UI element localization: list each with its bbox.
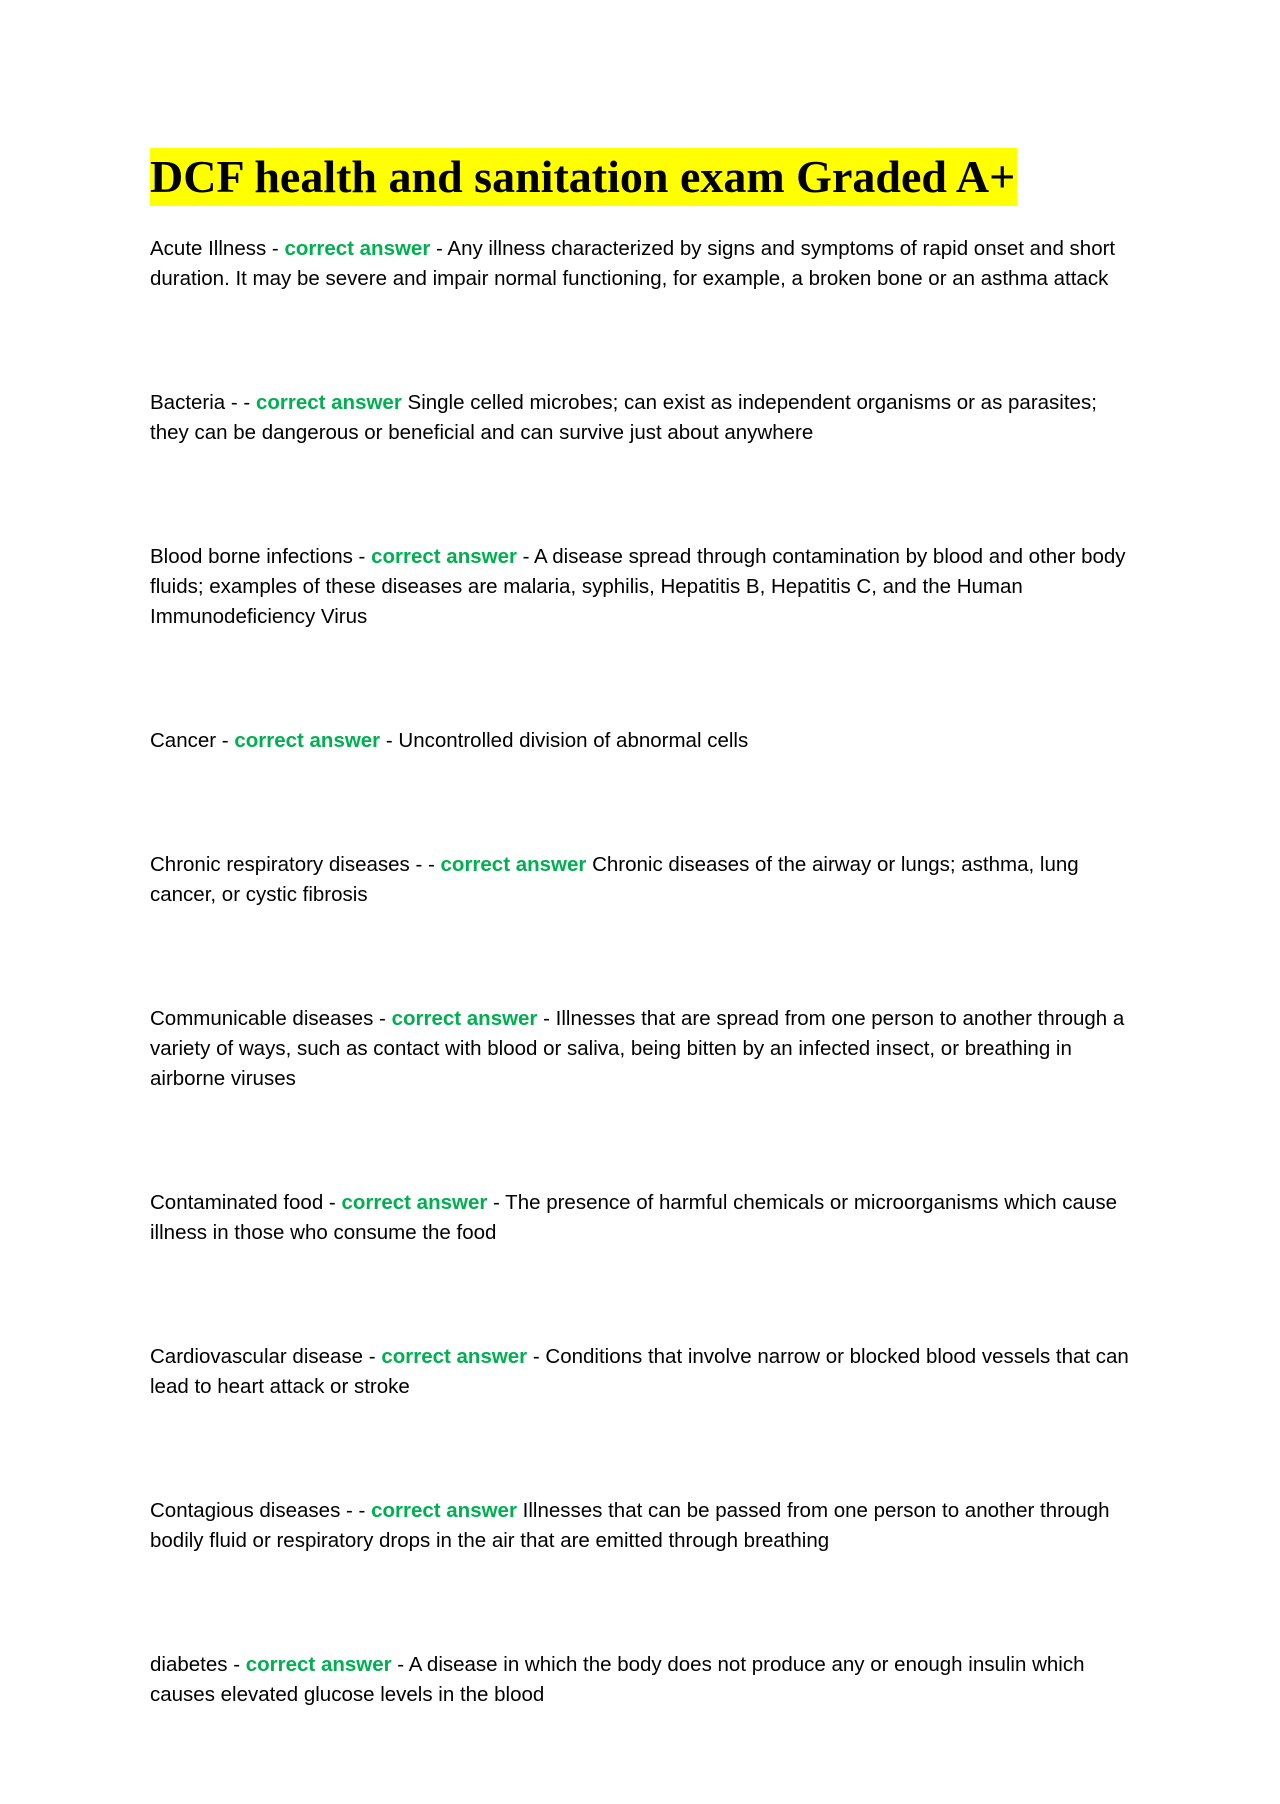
correct-answer-label: correct answer [371, 1499, 517, 1522]
list-item [150, 1004, 1135, 1094]
entry-term: Acute Illness - [150, 237, 279, 260]
entry-list [150, 234, 1135, 1710]
correct-answer-label: correct answer [371, 545, 517, 568]
list-item [150, 1650, 1135, 1710]
document-page [150, 148, 1135, 1804]
list-item [150, 1188, 1135, 1248]
entry-definition: - The presence of harmful chemicals or microorganisms which cause illness in those who consume the food [150, 1191, 1118, 1244]
correct-answer-label: correct answer [341, 1191, 488, 1214]
entry-definition: Chronic diseases of the airway or lungs; asthma, lung cancer, or cystic fibrosis [150, 853, 1079, 906]
entry-term: Bacteria - - [150, 391, 251, 414]
correct-answer-label: correct answer [284, 237, 431, 260]
list-item [150, 726, 1135, 756]
entry-term: Contaminated food - [150, 1191, 336, 1214]
entry-definition: Single celled microbes; can exist as independent organisms or as parasites; they can be dangerous or beneficial and can survive just about anywhere [150, 391, 1097, 444]
entry-definition: - A disease in which the body does not produce any or enough insulin which causes elevated glucose levels in the blood [150, 1653, 1085, 1706]
list-item [150, 1496, 1135, 1556]
entry-term: diabetes - [150, 1653, 241, 1676]
entry-definition: - A disease spread through contamination by blood and other body fluids; examples of these diseases are malaria, syphilis, Hepatitis B, Hepatitis C, and the Human Immunodeficiency Virus [150, 545, 1126, 628]
list-item [150, 542, 1135, 632]
correct-answer-label: correct answer [381, 1345, 528, 1368]
entry-term: Chronic respiratory diseases - - [150, 853, 435, 876]
list-item [150, 234, 1135, 294]
entry-definition: Illnesses that can be passed from one person to another through bodily fluid or respiratory drops in the air that are emitted through breathing [150, 1499, 1110, 1552]
entry-term: Communicable diseases - [150, 1007, 386, 1030]
list-item [150, 850, 1135, 910]
entry-term: Cardiovascular disease - [150, 1345, 376, 1368]
correct-answer-label: correct answer [234, 729, 381, 752]
entry-definition: - Illnesses that are spread from one person to another through a variety of ways, such as contact with blood or saliva, being bitten by an infected insect, or breathing in airborne viruses [150, 1007, 1125, 1090]
entry-definition: - Uncontrolled division of abnormal cells [385, 729, 749, 752]
page-title: DCF health and sanitation exam Graded A+ [150, 148, 1017, 206]
entry-term: Contagious diseases - - [150, 1499, 366, 1522]
entry-definition: - Any illness characterized by signs and symptoms of rapid onset and short duration. It may be severe and impair normal functioning, for example, a broken bone or an asthma attack [150, 237, 1116, 290]
correct-answer-label: correct answer [245, 1653, 392, 1676]
list-item [150, 1342, 1135, 1402]
list-item [150, 388, 1135, 448]
correct-answer-label: correct answer [255, 391, 402, 414]
entry-term: Cancer - [150, 729, 229, 752]
entry-term: Blood borne infections - [150, 545, 366, 568]
entry-definition: - Conditions that involve narrow or blocked blood vessels that can lead to heart attack or stroke [150, 1345, 1129, 1398]
correct-answer-label: correct answer [391, 1007, 538, 1030]
correct-answer-label: correct answer [440, 853, 587, 876]
